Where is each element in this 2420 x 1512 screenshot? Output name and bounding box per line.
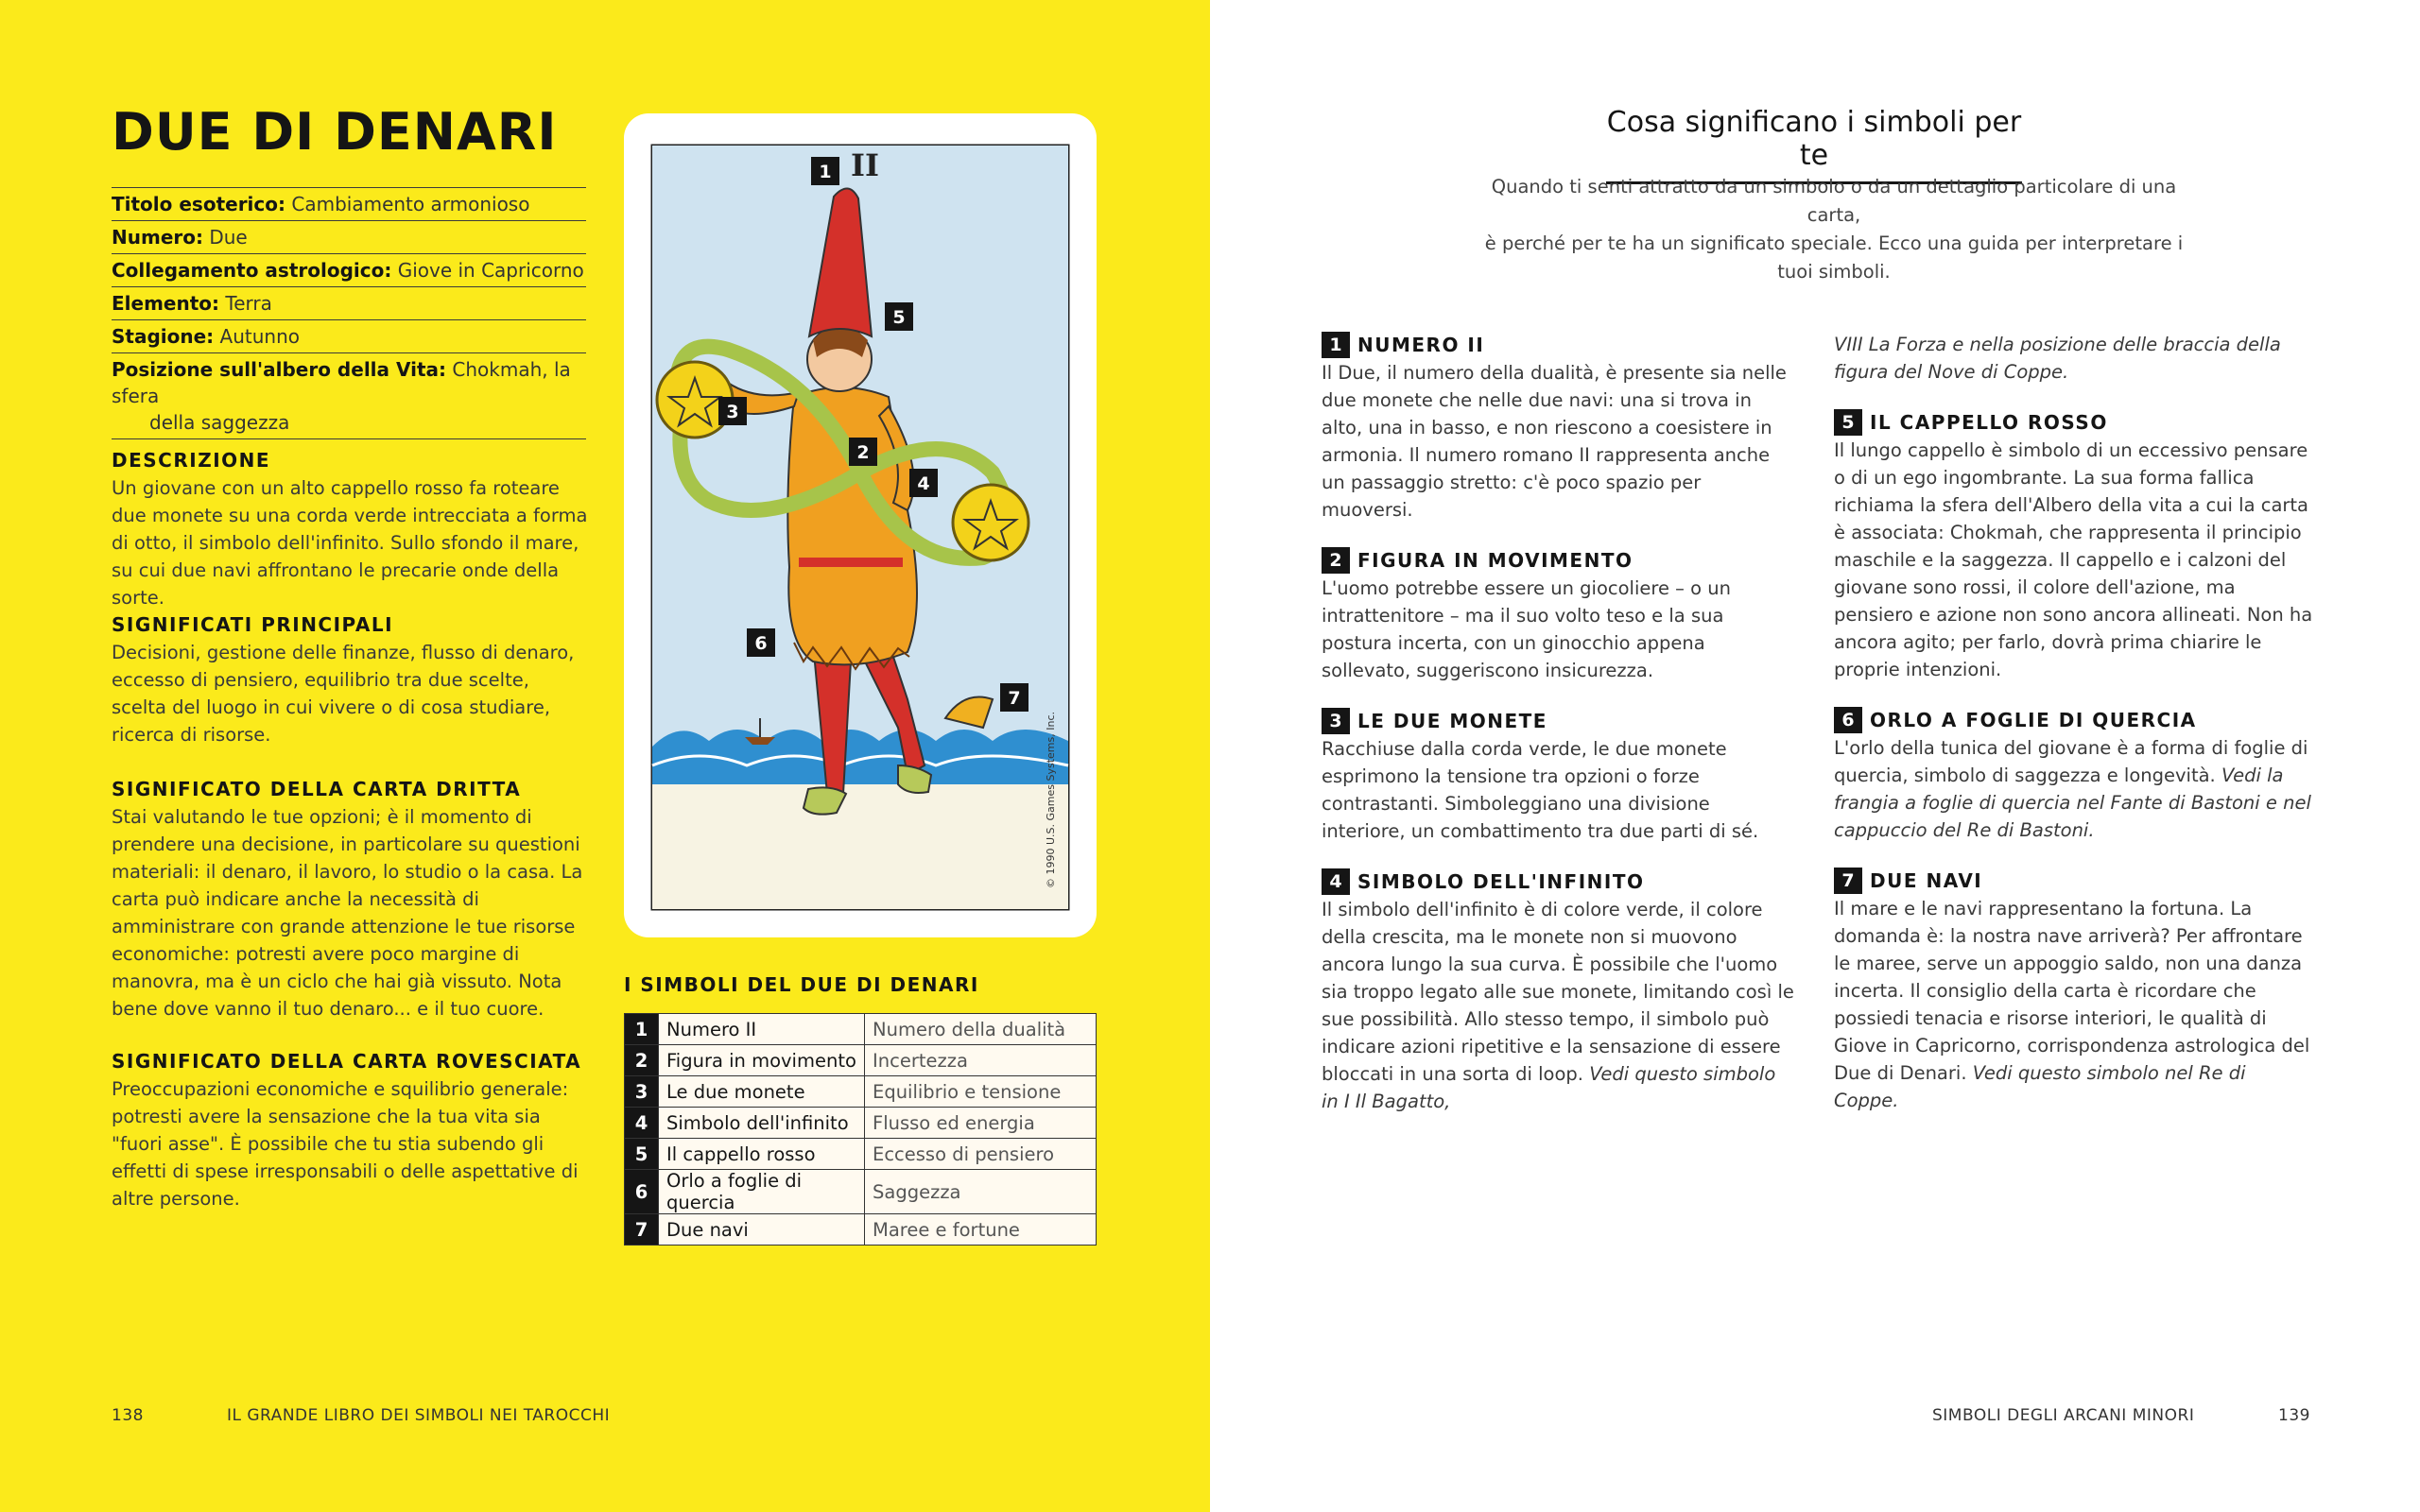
property-key: Stagione:: [112, 325, 215, 348]
section-heading: SIGNIFICATO DELLA CARTA DRITTA: [112, 778, 522, 800]
svg-text:2: 2: [856, 442, 870, 463]
entry-body: L'uomo potrebbe essere un giocoliere – o un intrattenitore – ma il suo volto teso e la sua postura incerta, con un ginocchio appena sollevato, suggeriscono insicurezza.: [1322, 577, 1731, 681]
coin-right: [953, 485, 1028, 560]
svg-text:3: 3: [726, 402, 739, 422]
intro-line: Quando ti senti attratto da un simbolo o da un dettaglio particolare di una carta,: [1491, 176, 2177, 226]
property-key: Titolo esoterico:: [112, 193, 286, 215]
row-meaning: Saggezza: [865, 1170, 1097, 1214]
entry-see-also: Vedi questo simbolo in I Il Bagatto,: [1322, 1063, 1776, 1112]
entry-heading: DUE NAVI: [1870, 869, 1983, 892]
symbol-entry-7: [1834, 867, 2316, 1114]
row-meaning: Equilibrio e tensione: [865, 1076, 1097, 1108]
section-carta-rovesciata: [112, 1047, 589, 1212]
section-body: Preoccupazioni economiche e squilibrio generale: potresti avere la sensazione che la tua vita sia "fuori asse". È possibile che tu stia subendo gli effetti di spese irresponsabili o delle aspettative di altre persone.: [112, 1078, 579, 1210]
section-significati-principali: [112, 610, 589, 748]
row-symbol: Figura in movimento: [659, 1045, 865, 1076]
row-symbol: Simbolo dell'infinito: [659, 1108, 865, 1139]
roman-numeral: II: [851, 147, 879, 183]
property-row: [112, 253, 586, 286]
entry-heading: NUMERO II: [1357, 334, 1485, 356]
table-row: [625, 1214, 1097, 1246]
entry-number: 5: [1834, 409, 1862, 436]
symbol-entry-5: [1834, 408, 2316, 683]
marker-6: [747, 628, 775, 657]
figure-belt: [799, 558, 903, 567]
section-heading: SIGNIFICATI PRINCIPALI: [112, 613, 394, 636]
section-body: Un giovane con un alto cappello rosso fa roteare due monete su una corda verde intrecciata a forma di otto, il simbolo dell'infinito. Sullo sfondo il mare, su cui due navi affrontano le precarie onde della sorte.: [112, 477, 588, 609]
row-symbol: Due navi: [659, 1214, 865, 1246]
symbol-entry-4: [1322, 868, 1794, 1115]
symbols-table: [624, 1013, 1097, 1246]
property-value: Due: [209, 226, 248, 249]
property-row: [112, 187, 586, 220]
right-page-title: Cosa significano i simboli per te: [1606, 106, 2022, 184]
symbols-column-left: [1322, 331, 1794, 1138]
running-title-left: IL GRANDE LIBRO DEI SIMBOLI NEI TAROCCHI: [227, 1406, 611, 1425]
entry-number: 2: [1322, 547, 1350, 574]
section-heading: SIGNIFICATO DELLA CARTA ROVESCIATA: [112, 1050, 582, 1073]
row-number: 1: [625, 1014, 659, 1045]
property-value: Cambiamento armonioso: [291, 193, 530, 215]
card-ground: [652, 784, 1068, 909]
property-row: [112, 319, 586, 352]
entry-heading: IL CAPPELLO ROSSO: [1870, 411, 2108, 434]
entry-number: 3: [1322, 708, 1350, 734]
symbol-entry-2: [1322, 546, 1794, 684]
table-row: [625, 1108, 1097, 1139]
section-carta-dritta: [112, 775, 589, 1022]
symbol-entry-6: [1834, 706, 2316, 844]
row-symbol: Orlo a foglie di quercia: [659, 1170, 865, 1214]
svg-text:1: 1: [819, 162, 832, 182]
svg-text:4: 4: [917, 473, 930, 494]
section-body: Stai valutando le tue opzioni; è il momento di prendere una decisione, in particolare su questioni materiali: il denaro, il lavoro, lo studio o la casa. La carta può indicare anche la necessità di amministrare con grande attenzione le tue risorse economiche: potresti avere poco margine di manovra, ma è un ciclo che hai già vissuto. Nota bene dove vanno il tuo denaro... e il tuo cuore.: [112, 806, 583, 1020]
entry-see-also-continued: VIII La Forza e nella posizione delle braccia della figura del Nove di Coppe.: [1834, 334, 2281, 383]
entry-heading: FIGURA IN MOVIMENTO: [1357, 549, 1634, 572]
marker-4: [909, 469, 938, 497]
entry-heading: ORLO A FOGLIE DI QUERCIA: [1870, 709, 2197, 731]
entry-heading: LE DUE MONETE: [1357, 710, 1547, 732]
right-page-intro: [1475, 173, 2193, 286]
table-row: [625, 1014, 1097, 1045]
card-properties: [112, 187, 586, 439]
entry-body: [1834, 734, 2316, 844]
marker-5: [885, 302, 913, 331]
table-row: [625, 1045, 1097, 1076]
tarot-card-image: [624, 113, 1097, 937]
entry-body: Il Due, il numero della dualità, è presente sia nelle due monete che nelle due navi: una si trova in alto, una in basso, e non riescono a coesistere in armonia. Il numero romano II rappresenta anche un passaggio stretto: c'è poco spazio per muoversi.: [1322, 362, 1787, 521]
page-number-right: 139: [2278, 1406, 2310, 1425]
row-meaning: Flusso ed energia: [865, 1108, 1097, 1139]
property-value: Giove in Capricorno: [397, 259, 584, 282]
entry-heading: SIMBOLO DELL'INFINITO: [1357, 870, 1645, 893]
section-descrizione: [112, 446, 589, 611]
property-key: Posizione sull'albero della Vita:: [112, 358, 447, 381]
svg-text:7: 7: [1008, 688, 1021, 709]
entry-body-text: Il simbolo dell'infinito è di colore verde, il colore della crescita, ma le monete non si muovono ancora lungo la sua curva. È possibile che l'uomo sia troppo legato alle sue monete, limitando così le sue possibilità. Allo stesso tempo, il simbolo può indicare azioni ripetitive e la sensazione di essere bloccati in una sorta di loop.: [1322, 899, 1794, 1085]
symbol-entry-1: [1322, 331, 1794, 524]
property-key: Collegamento astrologico:: [112, 259, 392, 282]
symbols-column-right: [1834, 331, 2316, 1137]
row-symbol: Il cappello rosso: [659, 1139, 865, 1170]
entry-body-text: L'orlo della tunica del giovane è a forma di foglie di quercia, simbolo di saggezza e longevità.: [1834, 737, 2308, 786]
marker-7: [1000, 683, 1028, 712]
row-symbol: Numero II: [659, 1014, 865, 1045]
row-number: 5: [625, 1139, 659, 1170]
svg-text:5: 5: [892, 307, 906, 328]
intro-line: è perché per te ha un significato speciale. Ecco una guida per interpretare i tuoi simboli.: [1484, 232, 2184, 283]
svg-text:6: 6: [754, 633, 768, 654]
entry-body: [1834, 895, 2316, 1114]
table-row: [625, 1139, 1097, 1170]
row-meaning: Eccesso di pensiero: [865, 1139, 1097, 1170]
row-meaning: Maree e fortune: [865, 1214, 1097, 1246]
entry-body: Racchiuse dalla corda verde, le due monete esprimono la tensione tra opzioni o forze contrastanti. Simboleggiano una divisione interiore, un combattimento tra due parti di sé.: [1322, 738, 1759, 842]
property-row: [112, 286, 586, 319]
row-number: 4: [625, 1108, 659, 1139]
row-number: 6: [625, 1170, 659, 1214]
tarot-card-illustration: [624, 113, 1097, 937]
right-page: [1210, 0, 2420, 1512]
marker-3: [718, 397, 747, 425]
symbol-entry-4-continued: [1834, 331, 2316, 386]
entry-number: 1: [1322, 332, 1350, 358]
row-number: 7: [625, 1214, 659, 1246]
entry-body-text: Il mare e le navi rappresentano la fortuna. La domanda è: la nostra nave arriverà? Per affrontare le maree, serve un appoggio saldo, non una danza incerta. Il consiglio della carta è ricordare che possiedi tenacia e risorse interiori, le qualità di Giove in Capricorno, corrispondenza astrologica del Due di Denari.: [1834, 898, 2310, 1084]
symbols-table-title: I SIMBOLI DEL DUE DI DENARI: [624, 973, 979, 996]
property-value: Chokmah, la sfera: [112, 358, 571, 407]
property-row: [112, 220, 586, 253]
table-row: [625, 1170, 1097, 1214]
card-copyright: © 1990 U.S. Games Systems, Inc.: [1045, 712, 1057, 888]
property-key: Elemento:: [112, 292, 220, 315]
section-heading: DESCRIZIONE: [112, 449, 271, 472]
property-value-continued: della saggezza: [149, 411, 290, 434]
page-number-left: 138: [112, 1406, 144, 1425]
entry-number: 7: [1834, 868, 1862, 894]
entry-see-also: Vedi questo simbolo nel Re di Coppe.: [1834, 1062, 2246, 1111]
section-body: Decisioni, gestione delle finanze, flusso di denaro, eccesso di pensiero, equilibrio tra due scelte, scelta del luogo in cui vivere o di cosa studiare, ricerca di risorse.: [112, 642, 575, 746]
property-key: Numero:: [112, 226, 203, 249]
marker-1: [811, 157, 839, 185]
row-meaning: Incertezza: [865, 1045, 1097, 1076]
row-number: 2: [625, 1045, 659, 1076]
table-row: [625, 1076, 1097, 1108]
marker-2: [849, 438, 877, 466]
row-number: 3: [625, 1076, 659, 1108]
entry-body: [1322, 896, 1794, 1115]
property-value: Autunno: [219, 325, 301, 348]
page-title: DUE DI DENARI: [112, 102, 558, 162]
property-row: [112, 352, 586, 439]
entry-number: 6: [1834, 707, 1862, 733]
entry-number: 4: [1322, 868, 1350, 895]
row-symbol: Le due monete: [659, 1076, 865, 1108]
symbol-entry-3: [1322, 707, 1794, 845]
running-title-right: SIMBOLI DEGLI ARCANI MINORI: [1932, 1406, 2195, 1425]
entry-see-also: Vedi la frangia a foglie di quercia nel Fante di Bastoni e nel cappuccio del Re di Bastoni.: [1834, 765, 2311, 841]
row-meaning: Numero della dualità: [865, 1014, 1097, 1045]
property-value: Terra: [225, 292, 272, 315]
entry-body: Il lungo cappello è simbolo di un eccessivo pensare o di un ego ingombrante. La sua forma fallica richiama la sfera dell'Albero della vita a cui la carta è associata: Chokmah, che rappresenta il principio maschile e la saggezza. Il cappello e i calzoni del giovane sono rossi, il colore dell'azione, ma pensiero e azione non sono ancora allineati. Non ha ancora agito; per farlo, dovrà prima chiarire le proprie intenzioni.: [1834, 439, 2313, 680]
